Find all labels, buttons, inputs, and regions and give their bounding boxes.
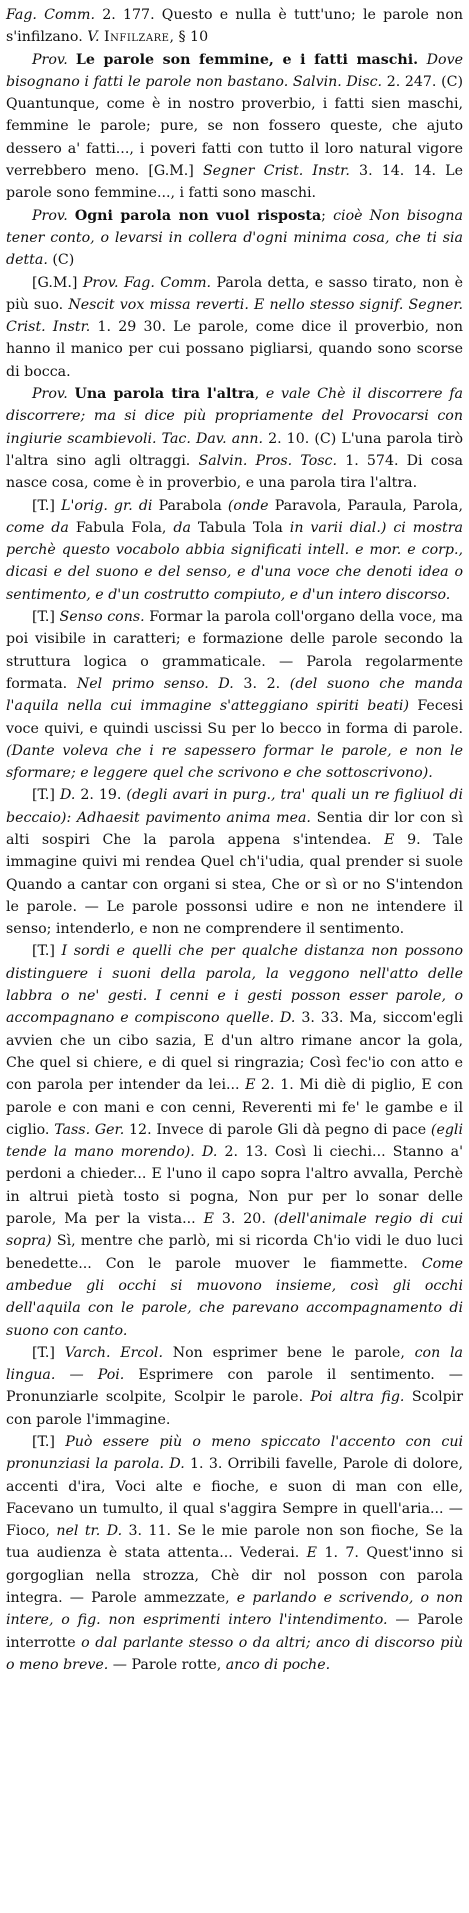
text-run: Fecesi voce quivi, e quindi uscissi Su per lo becco in forma di parole.	[6, 698, 463, 737]
entry-paragraph	[6, 205, 463, 272]
text-run: 3. 33. Ma, siccom'egli avvien che un cibo sazia, E d'un altro rimane ancor la gola, Che quel si chiere, e di quel si ringrazia; Così fec'io con atto e con parola per intender da lei...	[6, 1010, 463, 1094]
entry-paragraph	[6, 606, 463, 784]
text-run: [T.]	[32, 1344, 65, 1361]
text-run: — Parole interrotte	[6, 1612, 463, 1651]
text-run: (egli tende la mano morendo). D.	[6, 1121, 463, 1161]
entry-paragraph	[6, 1431, 463, 1676]
text-run: I sordi e quelli che per qualche distanza non possono distinguere i suoni della parola, la veggono nell'atto delle labbra o ne' gesti. I cenni e i gesti posson esser parole, o accompagnano e compiscono quelle. D.	[6, 943, 464, 1027]
text-run: Dove bisognano i fatti le parole non bastano. Salvin. Disc.	[6, 51, 463, 90]
text-run: Prov. Fag. Comm.	[82, 274, 217, 291]
text-run: Può essere più o meno spiccato l'accento con cui pronunziasi la parola. D.	[6, 1434, 464, 1473]
text-run: Parabola	[158, 497, 228, 514]
text-run: come da	[6, 519, 76, 536]
text-run: Sì, mentre che parlò, mi si ricorda Ch'io vidi le duo luci benedette... Con le parole muover le fiammette.	[6, 1233, 463, 1272]
text-run: Formar la parola coll'organo della voce, ma poi visibile in caratteri; e formazione delle parole secondo la struttura logica o grammaticale. — Parola regolarmente formata.	[6, 609, 464, 692]
text-run: Ogni parola non vuol risposta	[74, 207, 322, 224]
text-run: D.	[59, 787, 81, 804]
entry-paragraph	[6, 272, 463, 383]
text-run: nel tr. D.	[56, 1523, 129, 1540]
text-run: 1. 574. Di cosa nasce cosa, come è in proverbio, e una parola tira l'altra.	[6, 452, 463, 492]
text-run: [T.]	[32, 1434, 66, 1450]
text-run: Prov.	[32, 207, 75, 224]
text-run: 3. 20.	[221, 1211, 274, 1228]
text-run: 1. 29 30. Le parole, come dice il proverbio, non hanno il manico per cui possano pigliarsi, quando sono scorse di bocca.	[6, 319, 463, 380]
entry-paragraph	[6, 1342, 463, 1431]
text-run: ,	[254, 386, 266, 403]
text-run: cioè Non bisogna tener conto, o levarsi in collera d'ogni minima cosa, che ti sia detta.	[6, 207, 463, 269]
text-run: (C)	[47, 252, 75, 269]
entry-paragraph	[6, 383, 463, 494]
text-run: Poi altra fig.	[310, 1389, 412, 1406]
text-run: e parlando e scrivendo, o non intere, o fig. non esprimenti intero l'intendimento.	[6, 1590, 463, 1629]
text-run: , § 10	[169, 29, 209, 46]
text-run: 1. 7. Quest'inno si gorgoglian nella strozza, Chè dir nol posson con parola integra. — Parole ammezzate,	[6, 1545, 463, 1607]
entry-paragraph	[6, 784, 463, 940]
entry-paragraph	[6, 940, 463, 1341]
text-run: Prov.	[32, 386, 75, 403]
text-run: 2. 177. Questo e nulla è tutt'uno; le parole non s'infilzano.	[6, 7, 464, 46]
text-run: 9. Tale immagine quivi mi rendea Quel ch'i'udia, qual prender si suole Quando a cantar con organi si stea, Che or sì or no S'intendon le parole. — Le parole possonsi udire e non ne intendere il senso; intenderlo, e non ne comprendere il sentimento.	[6, 831, 463, 938]
text-run: [G.M.]	[32, 274, 83, 291]
entry-paragraph	[6, 495, 463, 606]
text-run: E	[245, 1077, 262, 1094]
text-run: E	[203, 1211, 222, 1228]
text-run: Nel primo senso. D.	[76, 675, 244, 692]
text-run: Tass. Ger.	[54, 1121, 130, 1138]
text-run: (del suono che manda l'aquila nella cui immagine s'atteggiano spiriti beati)	[6, 675, 463, 715]
text-run: (degli avari in purg., tra' quali un re figliuol di beccaio): Adhaesit pavimento anima mea.	[6, 787, 464, 826]
text-run: (dell'animale regio di cui sopra)	[6, 1211, 463, 1250]
text-run: Le parole son femmine, e i fatti maschi.	[75, 51, 427, 68]
text-run: — Parole rotte,	[108, 1656, 226, 1673]
text-run: 2. 13. Così li ciechi... Stanno a' perdoni a chieder... E l'uno il capo sopra l'altro avvalla, Perchè in altrui pietà tosto si pogna, Non pur per lo sonar delle parole, Ma per la vista...	[6, 1144, 463, 1228]
text-run: Prov.	[32, 51, 76, 68]
text-run: 2. 10. (C) L'una parola tirò l'altra sino agli oltraggi.	[6, 430, 463, 469]
text-run: Scolpir con parole l'immagine.	[6, 1389, 464, 1428]
text-run: Tabula Tola	[197, 519, 290, 536]
text-run: e vale Chè il discorrere fa discorrere; ma si dice più propriamente del Provocarsi con ingiurie scambievoli. Tac. Dav. ann.	[6, 386, 463, 447]
text-run: Salvin. Pros. Tosc.	[198, 452, 346, 469]
text-run: Sentia dir lor con sì alti sospiri Che la parola appena s'intendea.	[6, 809, 463, 848]
text-run: Esprimere con parole il sentimento. — Pronunziarle scolpite, Scolpir le parole.	[6, 1367, 463, 1406]
text-run: (Dante voleva che i re sapessero formar le parole, e non le sformare; e leggere quel che scrivono e che sottoscrivono).	[6, 742, 463, 782]
text-run: E	[306, 1545, 325, 1562]
text-run: Paravola, Paraula, Parola,	[274, 497, 463, 514]
text-run: [T.]	[32, 787, 60, 804]
text-run: [T.]	[32, 609, 60, 626]
text-run: V.	[87, 29, 105, 46]
text-run: 12. Invece di parole Gli dà pegno di pace	[129, 1121, 431, 1138]
text-run: L'orig. gr. di	[61, 497, 159, 514]
text-run: [T.]	[32, 943, 62, 960]
text-run: Segner Crist. Instr.	[202, 163, 360, 180]
text-run: 2. 247. (C) Quantunque, come è in nostro proverbio, i fatti sien maschi, femmine le parole; pure, se non fossero queste, che ajuto dessero a' fatti..., i poveri fatti con tutto il loro natural vigore verrebbero meno. [G.M.]	[6, 73, 463, 180]
text-run: Come ambedue gli occhi si muovono insieme, così gli occhi dell'aquila con le parole, che parevano accompagnamento di suono con canto.	[6, 1255, 463, 1339]
text-run: o dal parlante stesso o da altri; anco di discorso più o meno breve.	[6, 1634, 463, 1673]
text-run: Parola detta, e sasso tirato, non è più suo.	[6, 274, 464, 313]
text-run: 2. 19.	[80, 787, 127, 804]
text-run: ;	[321, 207, 334, 224]
entry-paragraph	[6, 49, 463, 205]
entry-paragraph	[6, 4, 463, 49]
text-run: Fag. Comm.	[6, 7, 103, 23]
text-run: da	[173, 519, 198, 536]
text-run: Senso cons.	[59, 609, 150, 626]
text-run: Fabula Fola,	[75, 519, 174, 536]
text-run: 2. 1. Mi diè di piglio, E con parole e con mani e con cenni, Reverenti mi fe' le gambe e il ciglio.	[6, 1077, 464, 1138]
text-run: Non esprimer bene le parole,	[172, 1344, 415, 1361]
text-run: in varii dial.) ci mostra perchè questo vocabolo abbia significati intell. e mor. e corp., dicasi e del suono e del senso, e d'una voce che denoti idea o sentimento, e d'un costrutto compiuto, e d'un intero discorso.	[6, 519, 463, 603]
text-run: (onde	[227, 497, 275, 514]
text-run: con la lingua. — Poi.	[6, 1344, 463, 1384]
text-run: [T.]	[32, 497, 62, 514]
text-run: 3. 2.	[243, 675, 290, 692]
text-run: Infilzare	[104, 29, 170, 46]
text-run: anco di poche.	[225, 1656, 331, 1673]
text-run: Una parola tira l'altra	[74, 386, 255, 403]
text-run: E	[384, 831, 408, 848]
text-run: Nescit vox missa reverti. E nello stesso signif. Segner. Crist. Instr.	[6, 296, 464, 336]
text-run: 3. 11. Se le mie parole non son fioche, Se la tua audienza è stata attenta... Vederai.	[6, 1523, 464, 1562]
text-run: Varch. Ercol.	[64, 1344, 173, 1361]
text-run: 1. 3. Orribili favelle, Parole di dolore, accenti d'ira, Voci alte e fioche, e suon di man con elle, Facevano un tumulto, il qual s'aggira Sempre in quell'aria... — Fioco,	[6, 1456, 463, 1540]
text-run: 3. 14. 14. Le parole sono femmine..., i fatti sono maschi.	[6, 163, 463, 202]
